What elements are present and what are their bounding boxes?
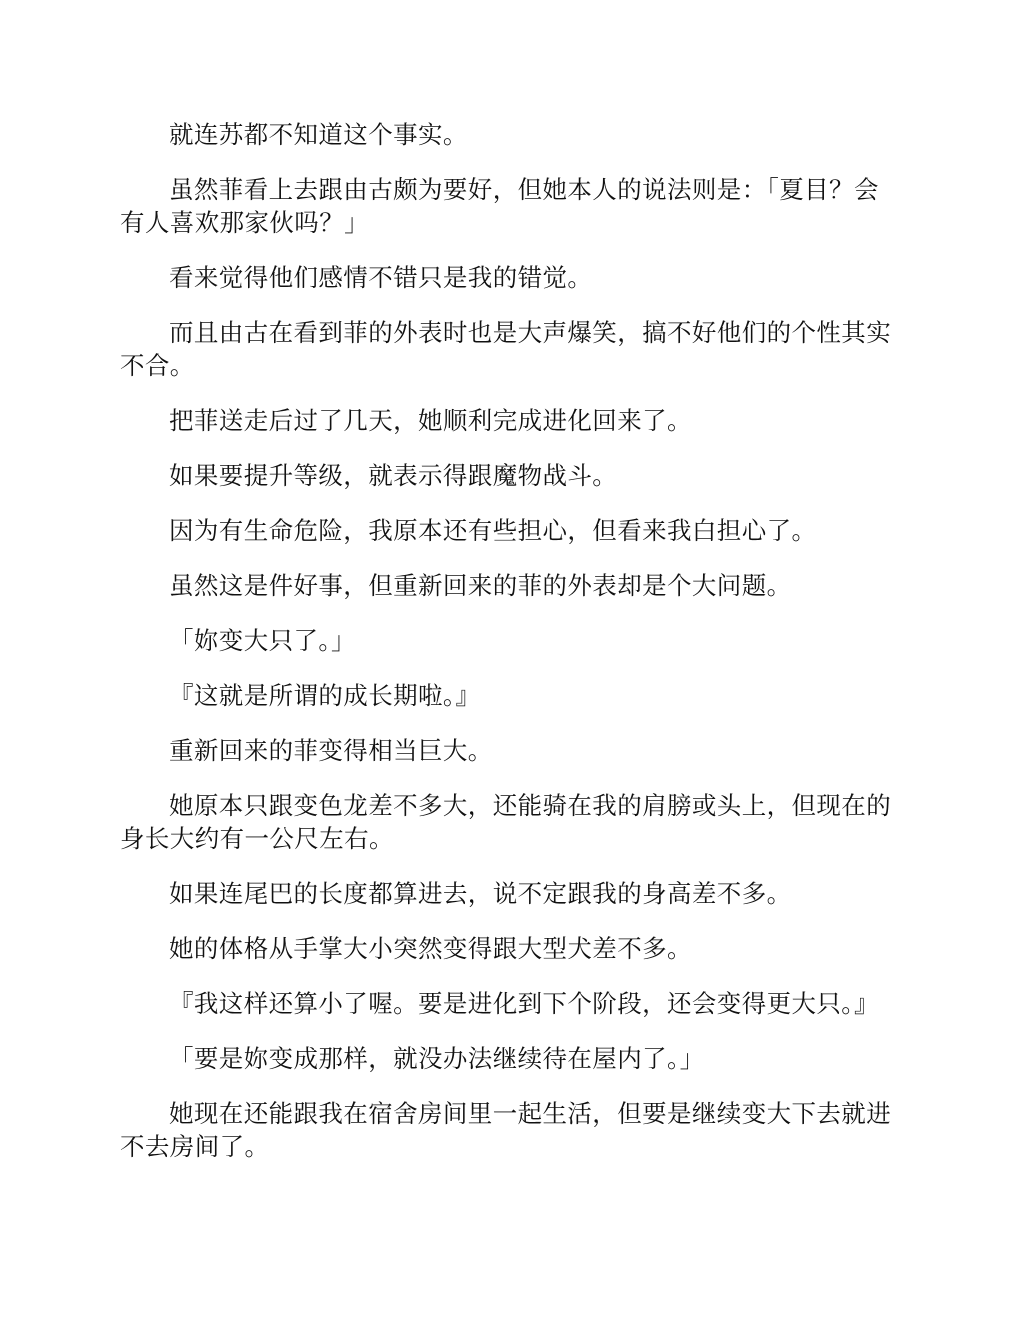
dialogue-line: 「要是妳变成那样，就没办法继续待在屋内了。」: [169, 1044, 705, 1073]
paragraph: 如果连尾巴的长度都算进去，说不定跟我的身高差不多。: [169, 879, 792, 908]
paragraph: 她的体格从手掌大小突然变得跟大型犬差不多。: [169, 934, 692, 963]
document-page: [120, 118, 900, 1185]
paragraph: 而且由古在看到菲的外表时也是大声爆笑，搞不好他们的个性其实不合。: [120, 318, 892, 380]
dialogue-line: 『我这样还算小了喔。要是进化到下个阶段，还会变得更大只。』: [169, 989, 879, 1018]
paragraph: 她现在还能跟我在宿舍房间里一起生活，但要是继续变大下去就进不去房间了。: [120, 1099, 892, 1161]
paragraph: 因为有生命危险，我原本还有些担心，但看来我白担心了。: [169, 516, 817, 545]
paragraph: 重新回来的菲变得相当巨大。: [169, 736, 493, 765]
paragraph: 虽然菲看上去跟由古颇为要好，但她本人的说法则是：「夏目？会有人喜欢那家伙吗？」: [120, 175, 879, 237]
dialogue-line: 「妳变大只了。」: [169, 626, 356, 655]
paragraph: 看来觉得他们感情不错只是我的错觉。: [169, 263, 593, 292]
paragraph: 如果要提升等级，就表示得跟魔物战斗。: [169, 461, 618, 490]
dialogue-line: 『这就是所谓的成长期啦。』: [169, 681, 481, 710]
paragraph: 就连苏都不知道这个事实。: [169, 120, 468, 149]
paragraph: 她原本只跟变色龙差不多大，还能骑在我的肩膀或头上，但现在的身长大约有一公尺左右。: [120, 791, 892, 853]
paragraph: 把菲送走后过了几天，她顺利完成进化回来了。: [169, 406, 692, 435]
paragraph: 虽然这是件好事，但重新回来的菲的外表却是个大问题。: [169, 571, 792, 600]
